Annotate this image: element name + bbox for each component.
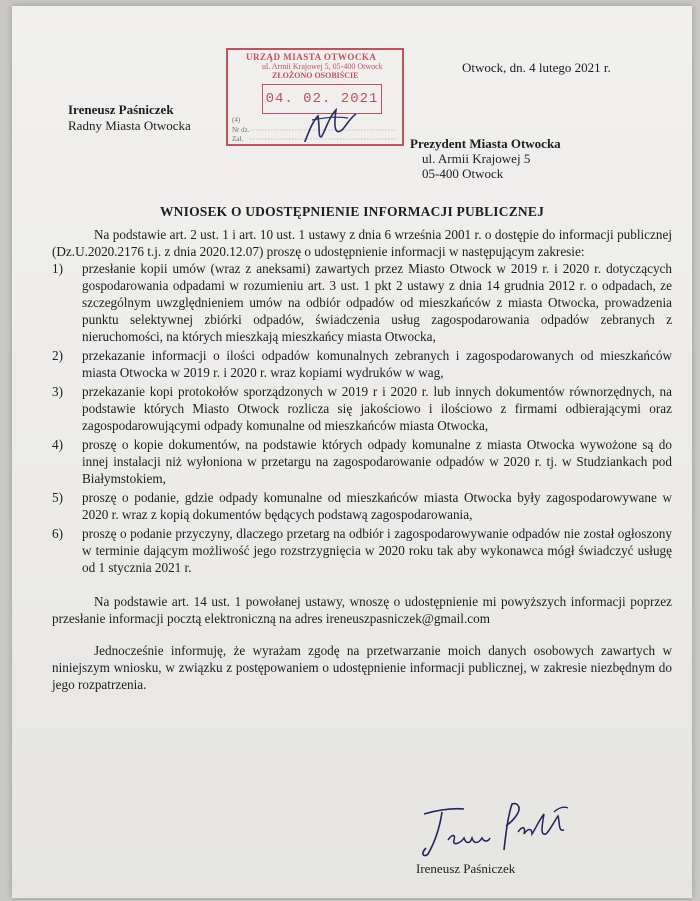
stamp-field-nr: Nr dz. xyxy=(232,126,250,134)
list-item-number: 6) xyxy=(52,526,63,541)
list-item-text: proszę o kopie dokumentów, na podstawie których odpady komunalne z miasta Otwocka wywożone są do innej instalacji niż wyłoniona w przetargu na zagospodarowanie odpadów w 2020 r. tj. w Studziankach pod Białymstokiem, xyxy=(82,437,672,486)
stamp-office: URZĄD MIASTA OTWOCKA xyxy=(246,52,377,62)
list-item xyxy=(52,347,672,381)
list-item-number: 5) xyxy=(52,490,63,505)
signature-name: Ireneusz Paśniczek xyxy=(416,861,516,876)
intro-paragraph: Na podstawie art. 2 ust. 1 i art. 10 ust. 1 ustawy z dnia 6 września 2001 r. o dostępie do informacji publicznej (Dz.U.2020.2176 t.j. z dnia 2020.12.07) proszę o udostępnienie informacji w następującym zakresie: xyxy=(52,227,672,259)
document-title: WNIOSEK O UDOSTĘPNIENIE INFORMACJI PUBLICZNEJ xyxy=(159,204,545,219)
list-item xyxy=(52,260,672,345)
recipient-city: 05-400 Otwock xyxy=(422,166,504,181)
recipient-street: ul. Armii Krajowej 5 xyxy=(422,151,531,166)
list-item-number: 1) xyxy=(52,261,63,276)
list-item-number: 4) xyxy=(52,437,63,452)
list-item xyxy=(52,525,672,576)
stamp-label: ZŁOŻONO OSOBIŚCIE xyxy=(272,71,359,80)
stamp-field-zal: Zał. xyxy=(232,135,244,143)
recipient-block xyxy=(410,136,561,181)
stamp-date: 04. 02. 2021 xyxy=(265,91,379,107)
registry-stamp xyxy=(226,48,404,146)
document-body xyxy=(52,226,672,693)
document-page xyxy=(12,6,692,898)
sender-name: Ireneusz Paśniczek xyxy=(68,102,174,117)
stamp-field-number: (4) xyxy=(232,116,241,124)
sender-block xyxy=(68,102,191,134)
place-date: Otwock, dn. 4 lutego 2021 r. xyxy=(462,60,611,75)
list-item-text: przesłanie kopii umów (wraz z aneksami) zawartych przez Miasto Otwock w 2019 r. i 2020 r. dotyczących gospodarowania odpadami w rozumieniu art. 3 ust. 1 pkt 2 ustawy z dnia 14 grudnia 2012 r. o odpadach, ze szczególnym uwzględnieniem umów na odbiór odpadów od mieszkańców z miasta Otwocka, prowadzenia punktu selektywnej zbiórki odpadów, świadczenia usług zagospodarowania odpadów zebranych z nieruchomości, na których mieszkają mieszkańcy miasta Otwocka, xyxy=(82,261,672,344)
list-item-text: przekazanie informacji o ilości odpadów komunalnych zebranych i zagospodarowanych od mieszkańców miasta Otwocka w 2019 r. i 2020 r. wraz kopiami wydruków w wag, xyxy=(82,348,672,380)
list-item-text: proszę o podanie przyczyny, dlaczego przetarg na odbiór i zagospodarowywanie odpadów nie został ogłoszony w terminie dającym możliwość jego rozstrzygnięcia w 2020 roku tak aby wykonawca mógł świadczyć usługę od 1 stycznia 2021 r. xyxy=(82,526,672,575)
consent-paragraph: Jednocześnie informuję, że wyrażam zgodę na przetwarzanie moich danych osobowych zawartych w niniejszym wniosku, w związku z postępowaniem o udostępnienie informacji publicznej, w zakresie niezbędnym do jego rozpatrzenia. xyxy=(52,643,672,692)
request-list xyxy=(52,260,672,576)
list-item-text: przekazanie kopi protokołów sporządzonych w 2019 r i 2020 r. lub innych dokumentów równorzędnych, na podstawie których Miasto Otwock rozlicza się jakościowo i ilościowo z firmami odbierającymi oraz zagospodarowującymi odpady komunalne od mieszkańców miasta Otwocka, xyxy=(82,384,672,433)
recipient-name: Prezydent Miasta Otwocka xyxy=(410,136,561,151)
email-paragraph: Na podstawie art. 14 ust. 1 powołanej ustawy, wnoszę o udostępnienie mi powyższych informacji poprzez przesłanie informacji pocztą elektroniczną na adres ireneuszpasniczek@gmail.com xyxy=(52,594,672,626)
list-item xyxy=(52,436,672,487)
stamp-signature-icon xyxy=(226,48,400,142)
sender-role: Radny Miasta Otwocka xyxy=(68,118,191,133)
list-item-number: 2) xyxy=(52,348,63,363)
stamp-address: ul. Armii Krajowej 5, 05-400 Otwock xyxy=(262,62,383,71)
handwritten-signature-icon xyxy=(408,792,578,862)
list-item xyxy=(52,383,672,434)
list-item-number: 3) xyxy=(52,384,63,399)
list-item-text: proszę o podanie, gdzie odpady komunalne od mieszkańców miasta Otwocka były zagospodarowywane w 2020 r. wraz z kopią dokumentów będących podstawą zagospodarowania, xyxy=(82,490,672,522)
list-item xyxy=(52,489,672,523)
